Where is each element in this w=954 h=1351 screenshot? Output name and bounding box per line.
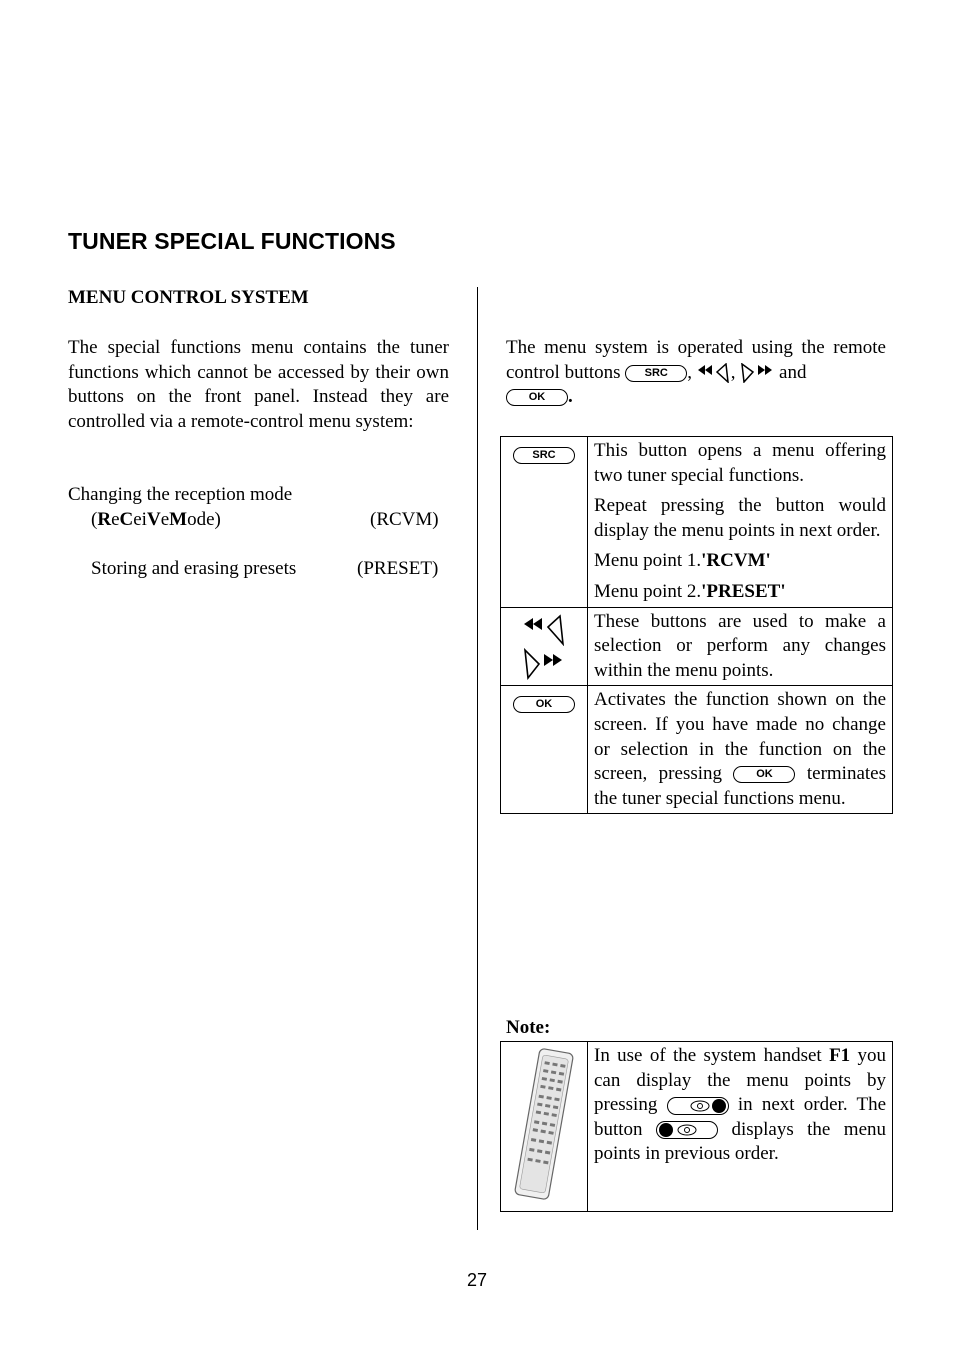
src-button-icon: SRC [513,447,575,464]
src-button-icon: SRC [625,365,687,382]
rcvm-expansion: (ReCeiVeMode) [91,509,221,530]
column-divider [477,287,478,1230]
right-intro-paragraph: The menu system is operated using the remote control buttons SRC , , and OK . [506,337,886,408]
eye-next-button-icon [667,1097,729,1115]
preset-code: (PRESET) [357,558,439,579]
rewind-left-icon [697,363,731,383]
ok-button-icon: OK [733,766,795,783]
ok-button-icon: OK [506,389,568,406]
function-table [500,436,893,814]
note-label: Note: [506,1017,551,1038]
right-forward-icon [520,646,568,680]
right-forward-icon [740,363,774,383]
rcvm-code: (RCVM) [370,509,439,530]
table-row: SRC This button opens a menu offering two tuner special functions. Repeat pressing the button would display the menu points in next order. Menu point 1.'RCVM' Menu point 2.'PRESET' [501,437,893,608]
table-row: OK Activates the function shown on the screen. If you have made no change or selection in the function on the screen, pressing OK terminates the tuner special functions menu. [501,686,893,814]
table-row: In use of the system handset F1 you can display the menu points by pressing in next order. The button displays the menu points in previous order. [501,1042,893,1212]
intro-paragraph: The special functions menu contains the tuner functions which cannot be accessed by their own buttons on the front panel. Instead they are controlled via a remote-control menu system: [68,337,449,432]
remote-control-icon [513,1046,575,1202]
section-heading: MENU CONTROL SYSTEM [68,287,309,308]
page-number: 27 [466,1270,488,1290]
page-title: TUNER SPECIAL FUNCTIONS [68,228,396,254]
ok-button-icon: OK [513,696,575,713]
table-row: These buttons are used to make a selection or perform any changes within the menu points. [501,607,893,686]
rcvm-line: Changing the reception mode [68,484,293,505]
eye-previous-button-icon [656,1121,718,1139]
preset-line: Storing and erasing presets [91,558,297,579]
note-table [500,1041,893,1212]
rewind-left-icon [520,614,568,646]
